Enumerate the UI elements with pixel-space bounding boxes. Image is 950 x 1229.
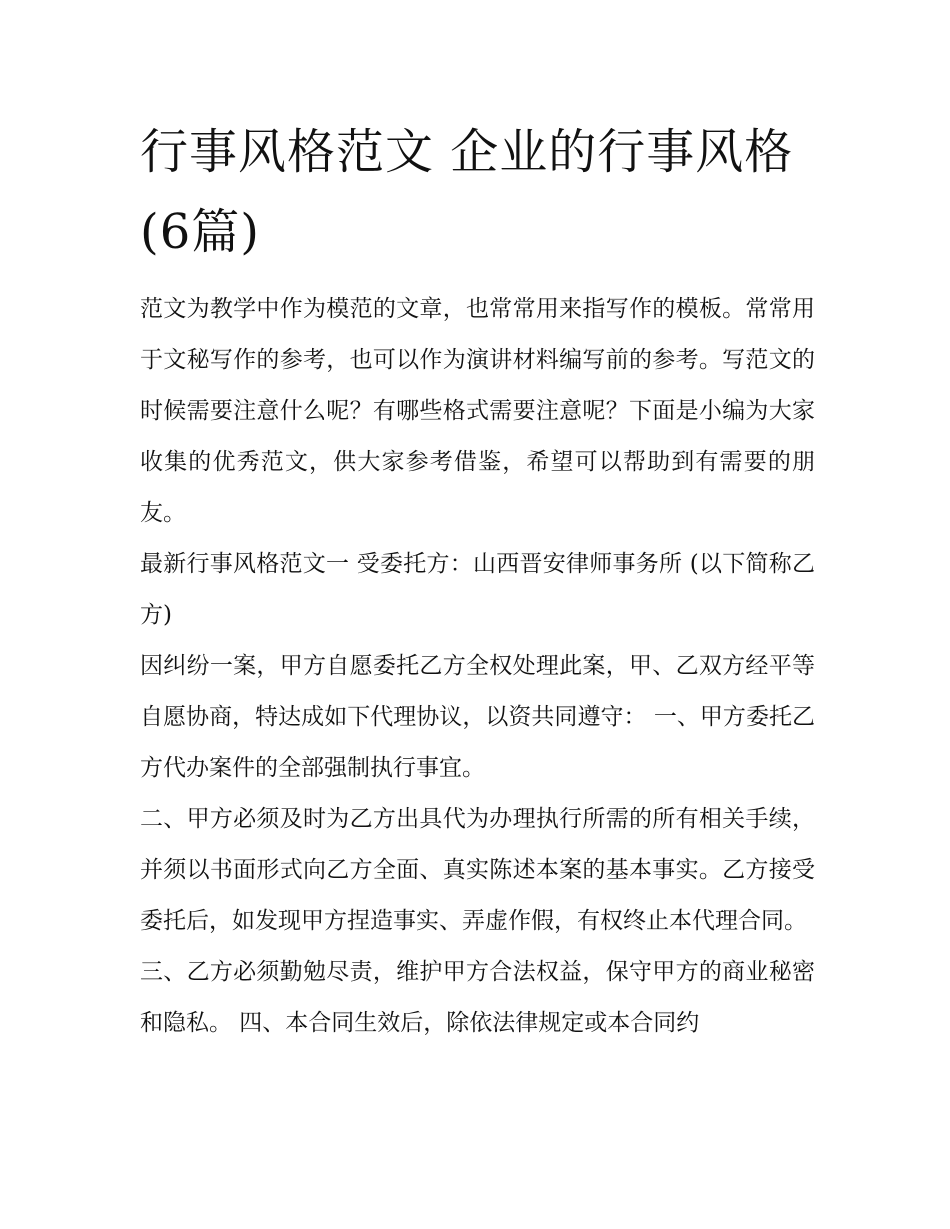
paragraph-clause-two: 二、甲方必须及时为乙方出具代为办理执行所需的所有相关手续，并须以书面形式向乙方全面、真实陈述本案的基本事实。乙方接受委托后，如发现甲方捏造事实、弄虚作假，有权终止本代理合同。 <box>140 806 815 934</box>
paragraph-clause-one: 因纠纷一案，甲方自愿委托乙方全权处理此案，甲、乙双方经平等自愿协商，特达成如下代理协议，以资共同遵守： 一、甲方委托乙方代办案件的全部强制执行事宜。 <box>140 653 815 781</box>
document-page <box>140 112 815 1049</box>
document-title: 行事风格范文 企业的行事风格(6篇) <box>140 124 794 260</box>
paragraph-entrusted-party: 最新行事风格范文一 受委托方：山西晋安律师事务所 (以下简称乙方) <box>140 551 815 628</box>
paragraph-clause-three-four: 三、乙方必须勤勉尽责，维护甲方合法权益，保守甲方的商业秘密和隐私。 四、本合同生效后，除依法律规定或本合同约 <box>140 959 815 1036</box>
paragraph-intro: 范文为教学中作为模范的文章，也常常用来指写作的模板。常常用于文秘写作的参考，也可以作为演讲材料编写前的参考。写范文的时候需要注意什么呢？有哪些格式需要注意呢？下面是小编为大家收集的优秀范文，供大家参考借鉴，希望可以帮助到有需要的朋友。 <box>140 296 815 526</box>
